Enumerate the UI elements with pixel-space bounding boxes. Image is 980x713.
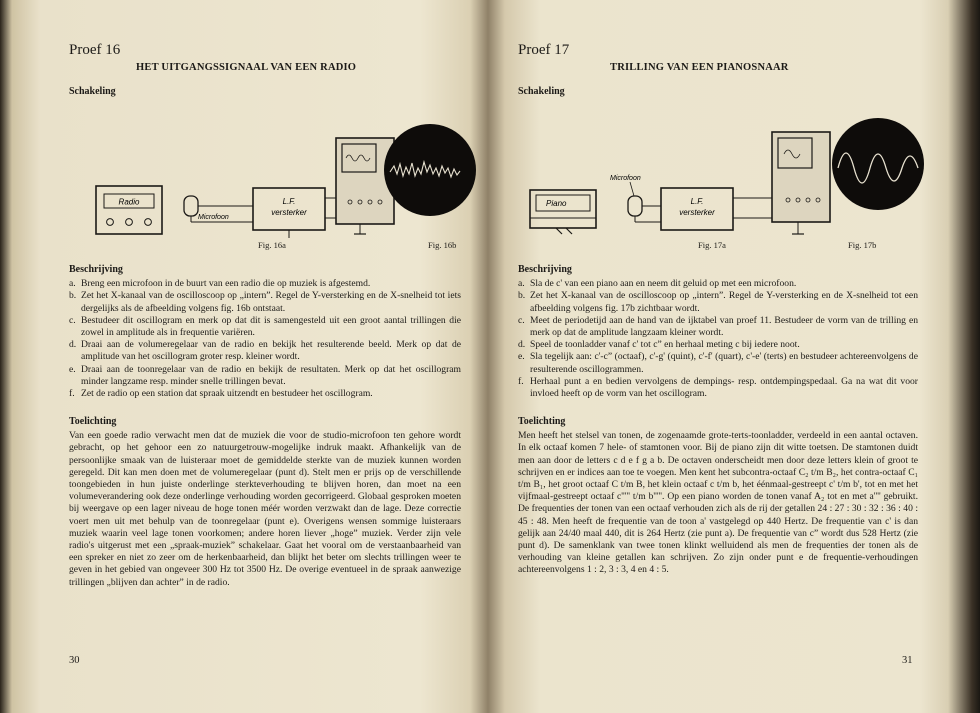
list-item: d. Draai aan de volumeregelaar van de radio en bekijk het resulterende beeld. Merk op dat de amplitude van het oscillogram groter resp. kleiner wordt. bbox=[69, 339, 461, 363]
explanation-heading: Toelichting bbox=[69, 416, 117, 427]
amplifier-label: versterker bbox=[271, 208, 307, 217]
lf-amplifier bbox=[253, 188, 325, 238]
circuit-heading: Schakeling bbox=[69, 86, 116, 97]
figure-caption-b: Fig. 16b bbox=[428, 240, 457, 250]
oscillogram-17b bbox=[832, 118, 924, 210]
figure-caption-a: Fig. 17a bbox=[698, 240, 726, 250]
oscilloscope bbox=[336, 138, 394, 234]
explanation-heading: Toelichting bbox=[518, 416, 566, 427]
description-heading: Beschrijving bbox=[518, 264, 572, 275]
explanation-text: Van een goede radio verwacht men dat de muziek die voor de studio-microfoon ten gehore wordt gebracht, op het gehoor een zo natuurgetrouw-mogelijke indruk maakt. Afhankelijk van de persoonlijke smaak van de luisteraar moet de gemiddelde sterkte van de muziek kunnen worden geregeld. Dit kan men doen met de volumeregelaar (punt d). Stelt men er prijs op de verschillende toongebieden in hun juiste onderlinge sterkteverhouding te blijven horen, dan moet na een volumeverandering ook deze onderlinge verhouding worden gecorrigeerd. Globaal gesproken moeten bij weergave op een lager niveau de hoge tonen méér worden verzwakt dan de lage. Deze correctie voert men uit met behulp van de toonregelaar (punt e). Overigens wensen sommige luisteraars muziek waarin veel lage tonen voorkomen; andere horen liever „hoge” muziek. Verder zijn vele radio's uitgerust met een „spraak-muziek” schakelaar. Gaat het vooral om de verstaanbaarheid van een spreker en niet zo zeer om de herkenbaarheid, dan blijkt het beter om slechts trillingen weer te geven in het gebied van ongeveer 300 Hz tot 3500 Hz. De overige eventueel in de spraak aanwezige trillingen „blijven dan achter” in de radio. bbox=[69, 430, 461, 588]
description-section bbox=[518, 264, 918, 400]
lf-label: L.F. bbox=[282, 197, 296, 206]
list-item: e. Draai aan de toonregelaar van de radio en bekijk de resultaten. Merk op dat het oscillogram minder langzame resp. minder snelle trillingen bevat. bbox=[69, 363, 461, 387]
microphone-label: Microfoon bbox=[610, 175, 641, 182]
page-number: 30 bbox=[69, 655, 80, 666]
figure-caption-b: Fig. 17b bbox=[848, 240, 877, 250]
lf-label: L.F. bbox=[690, 197, 704, 206]
microphone-label: Microfoon bbox=[198, 214, 229, 221]
list-item: c. Meet de periodetijd aan de hand van de ijktabel van proef 11. Bestudeer de vorm van de trilling en merk op dat de amplitude langzaam kleiner wordt. bbox=[518, 314, 918, 339]
list-item: a. Breng een microfoon in de buurt van een radio die op muziek is afgestemd. bbox=[69, 278, 371, 290]
description-heading: Beschrijving bbox=[69, 264, 123, 275]
lf-amplifier bbox=[661, 188, 733, 230]
experiment-title: TRILLING VAN EEN PIANOSNAAR bbox=[610, 62, 789, 73]
description-section bbox=[69, 264, 461, 400]
oscilloscope bbox=[772, 132, 830, 234]
list-item: a. Sla de c' van een piano aan en neem dit geluid op met een microfoon. bbox=[518, 278, 797, 290]
circuit-heading: Schakeling bbox=[518, 86, 565, 97]
list-item: b. Zet het X-kanaal van de oscilloscoop op „intern”. Regel de Y-versterking en de X-snelheid tot een afbeelding volgens fig. 17b zichtbaar wordt. bbox=[518, 290, 918, 314]
radio-label: Radio bbox=[118, 197, 140, 207]
list-item: d. Speel de toonladder vanaf c' tot c” en herhaal meting c bij iedere noot. bbox=[518, 339, 800, 351]
list-item: f. Zet de radio op een station dat spraak uitzendt en bestudeer het oscillogram. bbox=[69, 388, 373, 400]
radio-device bbox=[96, 186, 162, 234]
circuit-diagram-17 bbox=[516, 118, 946, 256]
oscillogram-16b bbox=[384, 124, 476, 216]
experiment-number: Proef 17 bbox=[518, 42, 570, 58]
experiment-title: HET UITGANGSSIGNAAL VAN EEN RADIO bbox=[136, 62, 357, 73]
right-page bbox=[508, 0, 950, 713]
explanation-text: Men heeft het stelsel van tonen, de zogenaamde grote-terts-toonladder, verdeeld in een aantal octaven. In elk octaaf komen 7 hele- of stamtonen voor. Bij de piano zijn dit witte toetsen. De stamtonen duidt men aan door de letters c d e f g a b. De octaven onderscheidt men door deze letters klein of groot te schrijven en er indices aan toe te voegen. Men kent het subcontra-octaaf C₂ t/m B₂, het contra-octaaf C₁ t/m B₁, het groot octaaf C t/m B, het klein octaaf c t/m b, het éénmaal-gestreept c' t/m b', tot en met het vijfmaal-gestreept octaaf c''''' t/m b'''''. Op een piano worden de tonen vanaf A₂ tot en met a'''' gebruikt. De frequenties der tonen van een octaaf verhouden zich als de rij der getallen 24 : 27 : 30 : 32 : 36 : 40 : 45 : 48. Men heeft de frequentie van de toon a' vastgelegd op 440 Hertz. De frequentie van c' is dan gelijk aan 24/40 maal 440, dit is 264 Hertz (zie punt a). De frequentie van c” wordt dus 528 Hertz (zie punt d). De samenklank van twee tonen klinkt welluidend als men de frequenties der tonen als de verhouding van kleine getallen kan schrijven. Zo zijn onder punt e de frequentie-verhoudingen achtereenvolgens 1 : 2, 3 : 3, 4 en 4 : 5. bbox=[518, 430, 918, 576]
piano-device bbox=[530, 190, 596, 234]
explanation-section bbox=[69, 416, 461, 589]
microphone-icon bbox=[610, 175, 661, 222]
experiment-number: Proef 16 bbox=[69, 42, 121, 58]
amplifier-label: versterker bbox=[679, 208, 715, 217]
list-item: c. Bestudeer dit oscillogram en merk op dat dit is samengesteld uit een groot aantal trillingen die zowel in amplitude als in frequentie variëren. bbox=[69, 314, 461, 339]
figure-caption-a: Fig. 16a bbox=[258, 240, 286, 250]
circuit-diagram-16 bbox=[78, 118, 478, 256]
piano-label: Piano bbox=[546, 199, 567, 208]
page-number: 31 bbox=[902, 655, 913, 666]
list-item: b. Zet het X-kanaal van de oscilloscoop op „intern”. Regel de Y-versterking en de X-snelheid tot iets dergelijks als de afbeelding volgens fig. 16b ontstaat. bbox=[69, 290, 461, 314]
list-item: e. Sla tegelijk aan: c'-c” (octaaf), c'-g' (quint), c'-f' (quart), c'-e' (terts) en bestudeer achtereenvolgens de resulterende oscillogrammen. bbox=[518, 351, 918, 375]
list-item: f. Herhaal punt a en bedien vervolgens de dempings- resp. ontdempingspedaal. Ga na wat dit voor invloed heeft op de vorm van het oscillogram. bbox=[518, 375, 918, 400]
explanation-section bbox=[518, 416, 918, 577]
microphone-icon bbox=[184, 196, 253, 222]
left-page bbox=[18, 0, 480, 713]
